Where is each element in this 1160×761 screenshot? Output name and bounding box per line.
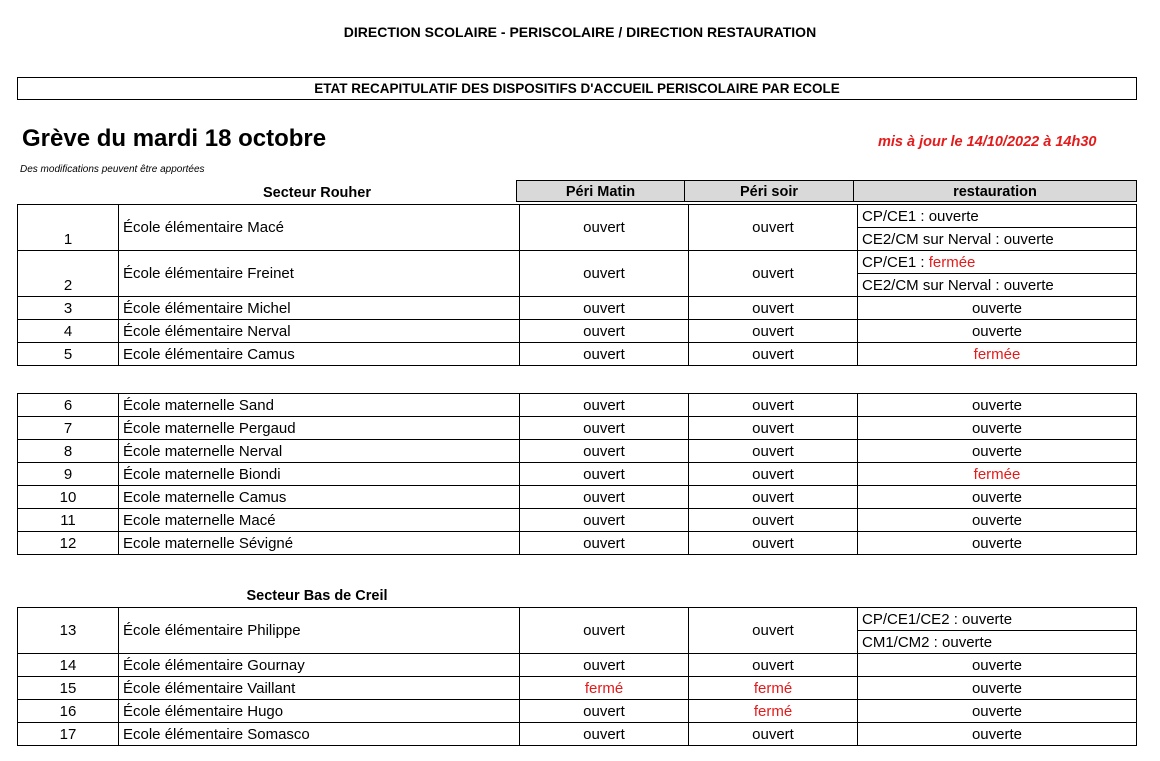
restauration-status: ouverte: [858, 532, 1137, 555]
table-row: [18, 532, 1137, 555]
sector-rouher-title: Secteur Rouher: [263, 185, 371, 201]
table-row: [18, 700, 1137, 723]
peri-soir-status: ouvert: [689, 608, 858, 654]
peri-soir-status: ouvert: [689, 320, 858, 343]
peri-soir-status: ouvert: [689, 297, 858, 320]
update-note: mis à jour le 14/10/2022 à 14h30: [878, 134, 1097, 150]
restauration-group-a-status: fermée: [928, 253, 976, 271]
table-row: [18, 297, 1137, 320]
peri-soir-status: ouvert: [689, 509, 858, 532]
peri-soir-status: fermé: [689, 677, 858, 700]
restauration-status: ouverte: [858, 654, 1137, 677]
peri-matin-status: ouvert: [520, 463, 689, 486]
peri-soir-status: ouvert: [689, 251, 858, 297]
table-row: [18, 251, 1137, 274]
restauration-status: ouverte: [858, 297, 1137, 320]
strike-title: Grève du mardi 18 octobre: [22, 125, 327, 152]
school-name: École élémentaire Philippe: [119, 608, 520, 654]
peri-matin-status: ouvert: [520, 532, 689, 555]
table-row: [18, 654, 1137, 677]
table-row: [18, 320, 1137, 343]
peri-matin-status: ouvert: [520, 343, 689, 366]
restauration-group-a-label: CP/CE1/CE2 : ouverte: [862, 610, 1013, 628]
row-number: 8: [18, 440, 119, 463]
restauration-group-a-label: CP/CE1 :: [862, 253, 929, 271]
row-number: 15: [18, 677, 119, 700]
restauration-group-a-status: ouverte: [928, 207, 979, 225]
table-row: [18, 608, 1137, 631]
disclaimer-note: Des modifications peuvent être apportées: [20, 164, 205, 175]
school-name: École élémentaire Hugo: [119, 700, 520, 723]
row-number: 2: [18, 251, 119, 297]
school-name: École élémentaire Gournay: [119, 654, 520, 677]
row-number: 13: [18, 608, 119, 654]
peri-matin-status: ouvert: [520, 486, 689, 509]
table-row: [18, 463, 1137, 486]
row-number: 17: [18, 723, 119, 746]
report-subtitle: ETAT RECAPITULATIF DES DISPOSITIFS D'ACCUEIL PERISCOLAIRE PAR ECOLE: [17, 77, 1137, 100]
peri-matin-status: fermé: [520, 677, 689, 700]
peri-matin-status: ouvert: [520, 440, 689, 463]
rouher-elementary-table: [17, 204, 1137, 366]
row-number: 11: [18, 509, 119, 532]
restauration-status: ouverte: [858, 700, 1137, 723]
peri-matin-status: ouvert: [520, 700, 689, 723]
column-header-restauration: restauration: [853, 180, 1137, 202]
rouher-maternelle-table: [17, 393, 1137, 555]
restauration-group-a-label: CP/CE1 :: [862, 207, 929, 225]
peri-soir-status: ouvert: [689, 723, 858, 746]
restauration-group-a: [858, 251, 1137, 274]
school-name: Ecole maternelle Sévigné: [119, 532, 520, 555]
peri-matin-status: ouvert: [520, 320, 689, 343]
restauration-status: fermée: [858, 343, 1137, 366]
restauration-group-a: [858, 205, 1137, 228]
restauration-group-b: CE2/CM sur Nerval : ouverte: [858, 274, 1137, 297]
restauration-status: ouverte: [858, 723, 1137, 746]
school-name: École maternelle Biondi: [119, 463, 520, 486]
school-name: École élémentaire Vaillant: [119, 677, 520, 700]
row-number: 9: [18, 463, 119, 486]
peri-matin-status: ouvert: [520, 251, 689, 297]
restauration-status: ouverte: [858, 486, 1137, 509]
school-name: École maternelle Sand: [119, 394, 520, 417]
restauration-status: ouverte: [858, 509, 1137, 532]
row-number: 14: [18, 654, 119, 677]
table-row: [18, 486, 1137, 509]
school-name: Ecole élémentaire Camus: [119, 343, 520, 366]
peri-matin-status: ouvert: [520, 297, 689, 320]
peri-soir-status: ouvert: [689, 463, 858, 486]
table-row: [18, 440, 1137, 463]
school-name: Ecole maternelle Camus: [119, 486, 520, 509]
row-number: 10: [18, 486, 119, 509]
school-name: École élémentaire Nerval: [119, 320, 520, 343]
restauration-status: ouverte: [858, 440, 1137, 463]
peri-soir-status: fermé: [689, 700, 858, 723]
peri-soir-status: ouvert: [689, 486, 858, 509]
peri-matin-status: ouvert: [520, 723, 689, 746]
row-number: 12: [18, 532, 119, 555]
school-name: École maternelle Pergaud: [119, 417, 520, 440]
school-name: Ecole élémentaire Somasco: [119, 723, 520, 746]
row-number: 5: [18, 343, 119, 366]
peri-matin-status: ouvert: [520, 205, 689, 251]
sector-bas-de-creil-title: Secteur Bas de Creil: [246, 588, 388, 604]
restauration-status: ouverte: [858, 394, 1137, 417]
row-number: 7: [18, 417, 119, 440]
table-row: [18, 205, 1137, 228]
school-name: École élémentaire Freinet: [119, 251, 520, 297]
restauration-group-b: CM1/CM2 : ouverte: [858, 631, 1137, 654]
restauration-status: ouverte: [858, 320, 1137, 343]
school-name: École élémentaire Macé: [119, 205, 520, 251]
school-name: École élémentaire Michel: [119, 297, 520, 320]
row-number: 3: [18, 297, 119, 320]
table-row: [18, 677, 1137, 700]
peri-soir-status: ouvert: [689, 394, 858, 417]
peri-matin-status: ouvert: [520, 394, 689, 417]
peri-matin-status: ouvert: [520, 654, 689, 677]
peri-soir-status: ouvert: [689, 532, 858, 555]
table-row: [18, 509, 1137, 532]
table-row: [18, 343, 1137, 366]
column-header-peri-soir: Péri soir: [684, 180, 854, 202]
row-number: 16: [18, 700, 119, 723]
peri-matin-status: ouvert: [520, 417, 689, 440]
peri-soir-status: ouvert: [689, 205, 858, 251]
table-row: [18, 417, 1137, 440]
direction-header: DIRECTION SCOLAIRE - PERISCOLAIRE / DIRECTION RESTAURATION: [343, 24, 817, 40]
table-row: [18, 723, 1137, 746]
peri-soir-status: ouvert: [689, 417, 858, 440]
row-number: 1: [18, 205, 119, 251]
restauration-status: ouverte: [858, 417, 1137, 440]
row-number: 4: [18, 320, 119, 343]
column-header-peri-matin: Péri Matin: [516, 180, 685, 202]
peri-matin-status: ouvert: [520, 608, 689, 654]
restauration-group-a: [858, 608, 1137, 631]
school-name: École maternelle Nerval: [119, 440, 520, 463]
peri-soir-status: ouvert: [689, 654, 858, 677]
table-row: [18, 394, 1137, 417]
peri-soir-status: ouvert: [689, 440, 858, 463]
peri-matin-status: ouvert: [520, 509, 689, 532]
restauration-status: ouverte: [858, 677, 1137, 700]
restauration-group-b: CE2/CM sur Nerval : ouverte: [858, 228, 1137, 251]
restauration-status: fermée: [858, 463, 1137, 486]
row-number: 6: [18, 394, 119, 417]
bas-de-creil-table: [17, 607, 1137, 746]
peri-soir-status: ouvert: [689, 343, 858, 366]
school-name: Ecole maternelle Macé: [119, 509, 520, 532]
